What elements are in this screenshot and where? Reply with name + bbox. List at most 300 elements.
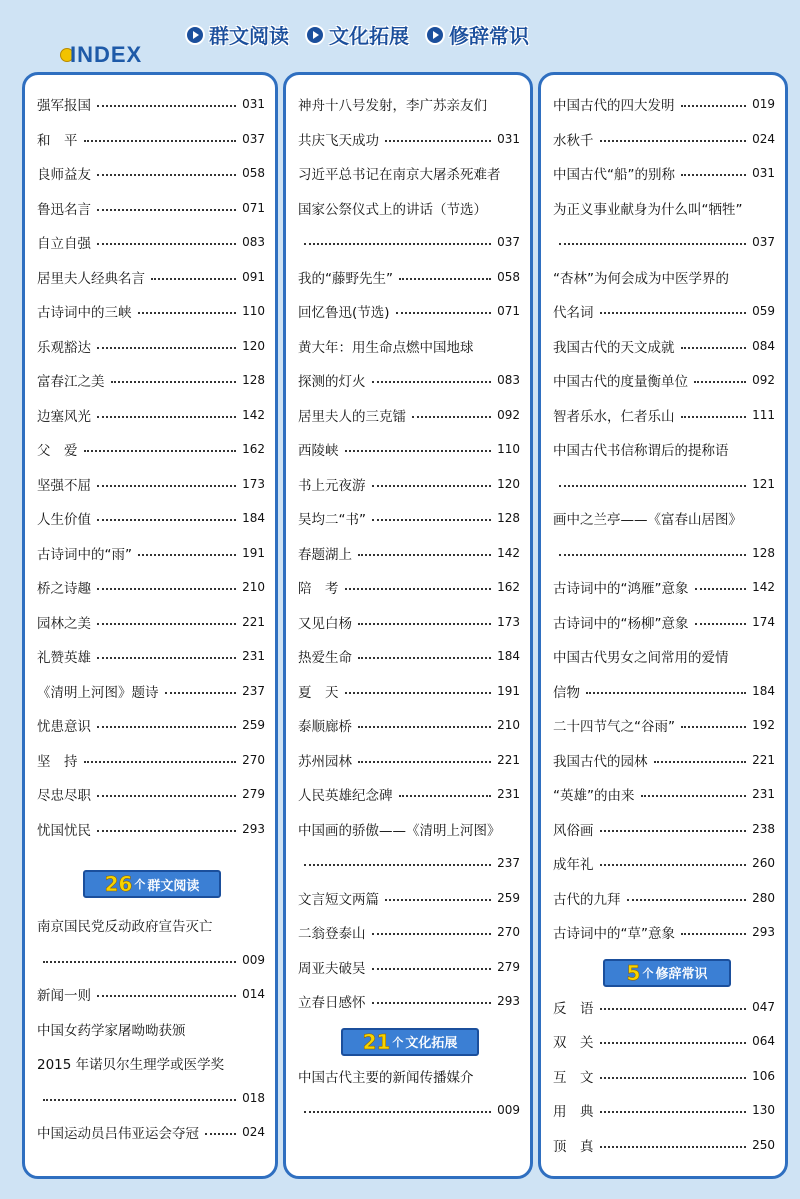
page-number: 106: [752, 1068, 775, 1083]
page-number: 128: [752, 545, 775, 560]
entry-title: 《清明上河图》题诗: [37, 684, 159, 701]
entry-title: 风俗画: [553, 822, 594, 839]
toc-entry[interactable]: [553, 161, 775, 185]
toc-entry[interactable]: [298, 127, 520, 151]
entry-title: 富春江之美: [37, 374, 105, 390]
leader-dots: [43, 961, 236, 963]
page-number: 237: [242, 683, 265, 698]
leader-dots: [372, 1002, 492, 1004]
entry-title-line: [298, 161, 520, 185]
entry-title: 信物: [553, 684, 580, 701]
leader-dots: [681, 174, 746, 176]
page-number: 231: [752, 787, 775, 801]
entry-title: 尽忠尽职: [37, 788, 91, 804]
leader-dots: [399, 278, 491, 280]
page-number: 184: [752, 683, 775, 698]
leader-dots: [396, 312, 492, 314]
toc-entry[interactable]: [37, 161, 265, 185]
toc-entry[interactable]: [298, 713, 520, 737]
toc-entry[interactable]: [298, 506, 520, 530]
leader-dots: [559, 243, 746, 245]
leader-dots: [358, 554, 491, 556]
section-badge: [603, 959, 731, 987]
toc-entry[interactable]: [37, 610, 265, 634]
leader-dots: [97, 209, 236, 211]
toc-entry[interactable]: [37, 541, 265, 565]
page-number: 024: [242, 1125, 265, 1139]
toc-entry[interactable]: [553, 1098, 775, 1122]
toc-entry[interactable]: [553, 817, 775, 841]
leader-dots: [97, 485, 236, 487]
header: [0, 0, 800, 72]
page-number: 270: [497, 925, 520, 939]
leader-dots: [641, 795, 747, 797]
entry-title: 古诗词中的“雨”: [37, 546, 132, 563]
entry-title: 新闻一则: [37, 988, 91, 1004]
leader-dots: [681, 347, 747, 349]
entry-title: 书上元夜游: [298, 477, 366, 494]
entry-title: 泰顺廊桥: [298, 719, 352, 735]
entry-title: 古诗词中的“鸿雁”意象: [553, 581, 689, 597]
toc-entry[interactable]: [553, 782, 775, 806]
toc-entry[interactable]: [553, 1029, 775, 1053]
leader-dots: [600, 830, 747, 832]
toc-entry[interactable]: [553, 886, 775, 910]
toc-entry[interactable]: [298, 472, 520, 496]
leader-dots: [97, 623, 236, 625]
entry-title: 中国古代的四大发明: [553, 98, 675, 114]
page-number: 071: [242, 200, 265, 215]
entry-title: 文言短文两篇: [298, 891, 379, 908]
toc-entry[interactable]: [298, 437, 520, 461]
page-number: 130: [752, 1103, 775, 1117]
play-icon: [185, 25, 205, 45]
entry-title-line: [298, 1064, 520, 1088]
page-number: 142: [752, 580, 775, 594]
entry-title: 中国女药学家屠呦呦获颁: [37, 1022, 186, 1039]
page-number: 221: [242, 614, 265, 629]
page-number: 142: [242, 407, 265, 422]
page-number: 064: [752, 1034, 775, 1048]
leader-dots: [385, 140, 491, 142]
leader-dots: [345, 692, 492, 694]
entry-title: 自立自强: [37, 236, 91, 252]
leader-dots: [600, 1008, 747, 1010]
toc-entry[interactable]: [553, 334, 775, 358]
entry-title: 苏州园林: [298, 753, 352, 770]
toc-entry[interactable]: [37, 575, 265, 599]
entry-title: 智者乐水，仁者乐山: [553, 408, 675, 425]
entry-title: 园林之美: [37, 615, 91, 632]
entry-title-line: [37, 1051, 265, 1075]
page-number: 237: [497, 856, 520, 870]
leader-dots: [681, 416, 747, 418]
leader-dots: [559, 554, 746, 556]
entry-title: 西陵峡: [298, 443, 339, 459]
leader-dots: [84, 140, 237, 142]
leader-dots: [345, 450, 492, 452]
page-number: 018: [242, 1090, 265, 1105]
leader-dots: [84, 450, 237, 452]
entry-title-line: [298, 196, 520, 220]
leader-dots: [97, 243, 236, 245]
toc-entry[interactable]: [37, 679, 265, 703]
toc-entry[interactable]: [553, 713, 775, 737]
page-number: 009: [497, 1103, 520, 1117]
entry-title: 又见白杨: [298, 615, 352, 632]
entry-title: 忧患意识: [37, 719, 91, 735]
page-number: 120: [497, 476, 520, 491]
leader-dots: [304, 864, 491, 866]
toc-entry[interactable]: [298, 989, 520, 1013]
page-number: 031: [752, 166, 775, 180]
toc-entry[interactable]: [298, 886, 520, 910]
page-number: 192: [752, 718, 775, 732]
leader-dots: [358, 623, 491, 625]
leader-dots: [97, 416, 236, 418]
toc-entry[interactable]: [553, 1064, 775, 1088]
entry-title: 中国古代男女之间常用的爱情: [553, 650, 729, 666]
toc-entry[interactable]: [553, 127, 775, 151]
toc-entry[interactable]: [298, 644, 520, 668]
toc-entry[interactable]: [298, 955, 520, 979]
leader-dots: [165, 692, 237, 694]
entry-title: 边塞风光: [37, 408, 91, 425]
toc-entry[interactable]: [553, 1133, 775, 1157]
page-number: 259: [497, 890, 520, 905]
toc-entry[interactable]: [298, 368, 520, 392]
leader-dots: [372, 485, 492, 487]
toc-entry[interactable]: [553, 995, 775, 1019]
page-number: 037: [497, 235, 520, 249]
toc-entry[interactable]: [37, 713, 265, 737]
leader-dots: [695, 623, 747, 625]
entry-title-line: [553, 196, 775, 220]
entry-title: 黄大年：用生命点燃中国地球: [298, 339, 474, 356]
toc-entry[interactable]: [37, 1086, 265, 1110]
page-number: 221: [752, 752, 775, 767]
section-nav: [185, 20, 529, 49]
entry-title: 南京国民党反动政府宣告灭亡: [37, 919, 213, 935]
page-number: 231: [242, 649, 265, 663]
leader-dots: [97, 657, 236, 659]
toc-entry[interactable]: [37, 1120, 265, 1144]
toc-entry[interactable]: [553, 368, 775, 392]
leader-dots: [372, 968, 492, 970]
entry-title: 共庆飞天成功: [298, 132, 379, 149]
entry-title: 我国古代的园林: [553, 753, 648, 770]
entry-title: 居里夫人的三克镭: [298, 408, 406, 425]
toc-entry[interactable]: [298, 299, 520, 323]
leader-dots: [97, 105, 236, 107]
page-number: 191: [497, 683, 520, 698]
entry-title-line: [37, 1017, 265, 1041]
badge-count-unit: 个: [392, 1035, 404, 1049]
page-number: 024: [752, 131, 775, 146]
toc-entry[interactable]: [37, 265, 265, 289]
toc-entry[interactable]: [37, 92, 265, 116]
entry-title: 礼赞英雄: [37, 650, 91, 666]
toc-entry[interactable]: [298, 851, 520, 875]
entry-title: 顶 真: [553, 1138, 594, 1155]
entry-title: 二翁登泰山: [298, 926, 366, 942]
toc-entry[interactable]: [37, 334, 265, 358]
page-number: 058: [497, 269, 520, 284]
leader-dots: [358, 726, 491, 728]
toc-entry[interactable]: [37, 196, 265, 220]
page-number: 162: [242, 442, 265, 456]
page-number: 293: [752, 925, 775, 939]
leader-dots: [681, 933, 746, 935]
leader-dots: [138, 554, 236, 556]
page-number: 091: [242, 269, 265, 284]
badge-number: 5: [626, 960, 641, 985]
entry-title-line: [553, 506, 775, 530]
entry-title: 居里夫人经典名言: [37, 270, 145, 287]
page-number: 037: [752, 235, 775, 249]
entry-title: 父 爱: [37, 443, 78, 459]
leader-dots: [84, 761, 237, 763]
page-number: 031: [497, 131, 520, 146]
page-number: 221: [497, 752, 520, 767]
toc-entry[interactable]: [37, 437, 265, 461]
entry-title-line: [298, 92, 520, 116]
entry-title: 春题湖上: [298, 546, 352, 563]
toc-entry[interactable]: [298, 782, 520, 806]
entry-title: 和 平: [37, 132, 78, 149]
entry-title: 回忆鲁迅(节选): [298, 305, 390, 321]
nav-xiuci[interactable]: 修辞常识: [425, 20, 529, 49]
toc-entry[interactable]: [37, 948, 265, 972]
toc-entry[interactable]: [298, 403, 520, 427]
toc-entry[interactable]: [37, 506, 265, 530]
page-number: 250: [752, 1137, 775, 1152]
leader-dots: [627, 899, 747, 901]
leader-dots: [694, 381, 746, 383]
leader-dots: [600, 312, 747, 314]
leader-dots: [97, 519, 236, 521]
badge-count-unit: 个: [134, 878, 146, 891]
page-number: 238: [752, 821, 775, 836]
page-number: 059: [752, 304, 775, 318]
leader-dots: [695, 588, 747, 590]
toc-entry[interactable]: [37, 127, 265, 151]
leader-dots: [97, 588, 236, 590]
leader-dots: [600, 1042, 747, 1044]
entry-title: 习近平总书记在南京大屠杀死难者: [298, 167, 501, 183]
toc-entry[interactable]: [298, 265, 520, 289]
badge-label: 文化拓展: [405, 1036, 458, 1051]
toc-entry[interactable]: [553, 541, 775, 565]
leader-dots: [681, 105, 747, 107]
leader-dots: [345, 588, 492, 590]
entry-title: 中国画的骄傲——《清明上河图》: [298, 822, 501, 839]
page-number: 128: [242, 373, 265, 387]
page-number: 184: [497, 649, 520, 663]
leader-dots: [399, 795, 492, 797]
toc-entry[interactable]: [37, 403, 265, 427]
toc-entry[interactable]: [37, 817, 265, 841]
entry-title: 反 语: [553, 1000, 594, 1017]
toc-entry[interactable]: [37, 368, 265, 392]
page-number: 174: [752, 614, 775, 629]
entry-title: 周亚夫破吴: [298, 960, 366, 977]
page-number: 047: [752, 999, 775, 1014]
toc-entry[interactable]: [37, 230, 265, 254]
leader-dots: [358, 657, 491, 659]
badge-label: 修辞常识: [655, 967, 708, 982]
toc-entry[interactable]: [553, 920, 775, 944]
badge-number: 21: [362, 1029, 391, 1054]
page-number: 293: [497, 994, 520, 1008]
entry-title: 探测的灯火: [298, 374, 366, 390]
entry-title: 吴均二“书”: [298, 512, 366, 528]
page-number: 279: [242, 787, 265, 801]
entry-title: 中国古代“船”的别称: [553, 167, 675, 183]
page-number: 071: [497, 304, 520, 318]
leader-dots: [304, 1111, 491, 1113]
toc-entry[interactable]: [553, 679, 775, 703]
toc-entry[interactable]: [37, 748, 265, 772]
page-number: 058: [242, 166, 265, 180]
toc-entry[interactable]: [37, 982, 265, 1006]
entry-title: 立春日感怀: [298, 995, 366, 1011]
entry-title: 良师益友: [37, 167, 91, 183]
page-number: 173: [242, 476, 265, 491]
page-number: 259: [242, 718, 265, 732]
entry-title: 夏 天: [298, 684, 339, 701]
entry-title: 桥之诗趣: [37, 581, 91, 597]
toc-entry[interactable]: [553, 748, 775, 772]
entry-title: 乐观豁达: [37, 339, 91, 356]
toc-entry[interactable]: [553, 610, 775, 634]
entry-title: “杏林”为何会成为中医学界的: [553, 270, 729, 287]
entry-title: 中国运动员吕伟亚运会夺冠: [37, 1126, 199, 1142]
page-number: 092: [497, 407, 520, 422]
leader-dots: [97, 830, 236, 832]
page-number: 279: [497, 959, 520, 974]
toc-entry[interactable]: [553, 299, 775, 323]
leader-dots: [205, 1133, 236, 1135]
leader-dots: [586, 692, 746, 694]
leader-dots: [111, 381, 237, 383]
entry-title: 古代的九拜: [553, 891, 621, 908]
play-icon: [425, 25, 445, 45]
page-number: 084: [752, 338, 775, 353]
toc-entry[interactable]: [298, 748, 520, 772]
entry-title: 热爱生命: [298, 650, 352, 666]
entry-title: 我的“藤野先生”: [298, 270, 393, 287]
toc-entry[interactable]: [37, 782, 265, 806]
entry-title: 成年礼: [553, 857, 594, 873]
column-qunwen: [22, 72, 278, 1179]
page-number: 110: [242, 304, 265, 318]
leader-dots: [385, 899, 491, 901]
leader-dots: [304, 243, 491, 245]
page-number: 111: [752, 407, 775, 422]
entry-title: 水秋千: [553, 132, 594, 149]
section-badge: [341, 1028, 479, 1056]
toc-entry[interactable]: [37, 644, 265, 668]
page-number: 083: [242, 235, 265, 249]
entry-title: 2015 年诺贝尔生理学或医学奖: [37, 1057, 225, 1073]
page-number: 110: [497, 442, 520, 456]
toc-entry[interactable]: [553, 575, 775, 599]
leader-dots: [372, 519, 491, 521]
column-wenhua: [283, 72, 533, 1179]
entry-title: 坚强不屈: [37, 477, 91, 494]
toc-entry[interactable]: [298, 679, 520, 703]
toc-entry[interactable]: [298, 541, 520, 565]
page-number: 260: [752, 856, 775, 870]
page-number: 120: [242, 338, 265, 353]
leader-dots: [412, 416, 491, 418]
toc-entry[interactable]: [298, 920, 520, 944]
toc-entry[interactable]: [553, 403, 775, 427]
entry-title: 画中之兰亭——《富春山居图》: [553, 512, 742, 528]
leader-dots: [654, 761, 747, 763]
entry-title: 陪 考: [298, 581, 339, 597]
toc-entry[interactable]: [298, 610, 520, 634]
entry-title: 神舟十八号发射，李广苏亲友们: [298, 98, 487, 114]
page-number: 270: [242, 752, 265, 767]
entry-title: 人生价值: [37, 512, 91, 528]
leader-dots: [372, 381, 492, 383]
toc-entry[interactable]: [553, 472, 775, 496]
toc-entry[interactable]: [37, 472, 265, 496]
toc-entry[interactable]: [298, 1098, 520, 1122]
entry-title: 我国古代的天文成就: [553, 339, 675, 356]
toc-entry[interactable]: [298, 575, 520, 599]
page-number: 184: [242, 511, 265, 525]
entry-title-line: [553, 644, 775, 668]
entry-title: 人民英雄纪念碑: [298, 788, 393, 804]
toc-entry[interactable]: [298, 230, 520, 254]
toc-entry[interactable]: [553, 851, 775, 875]
page-number: 083: [497, 373, 520, 387]
entry-title: 鲁迅名言: [37, 201, 91, 218]
page-number: 019: [752, 97, 775, 111]
toc-entry[interactable]: [553, 92, 775, 116]
section-badge: [83, 870, 221, 898]
entry-title-line: [298, 334, 520, 358]
page-number: 092: [752, 373, 775, 387]
leader-dots: [600, 1146, 747, 1148]
leader-dots: [97, 995, 236, 997]
entry-title: 古诗词中的“杨柳”意象: [553, 615, 689, 632]
leader-dots: [97, 795, 236, 797]
entry-title: 中国古代主要的新闻传播媒介: [298, 1069, 474, 1086]
entry-title: 互 文: [553, 1069, 594, 1086]
nav-qunwen[interactable]: 群文阅读: [185, 20, 289, 49]
leader-dots: [559, 485, 746, 487]
entry-title: 二十四节气之“谷雨”: [553, 719, 675, 735]
leader-dots: [600, 1077, 747, 1079]
page-number: 231: [497, 787, 520, 801]
nav-wenhua[interactable]: 文化拓展: [305, 20, 409, 49]
leader-dots: [151, 278, 236, 280]
entry-title: “英雄”的由来: [553, 788, 635, 804]
page-number: 031: [242, 97, 265, 111]
entry-title: 忧国忧民: [37, 822, 91, 839]
entry-title: 古诗词中的“草”意象: [553, 926, 675, 942]
page-number: 162: [497, 580, 520, 594]
toc-entry[interactable]: [553, 230, 775, 254]
toc-entry[interactable]: [37, 299, 265, 323]
page-number: 210: [497, 718, 520, 732]
entry-title: 强军报国: [37, 98, 91, 114]
play-icon: [305, 25, 325, 45]
